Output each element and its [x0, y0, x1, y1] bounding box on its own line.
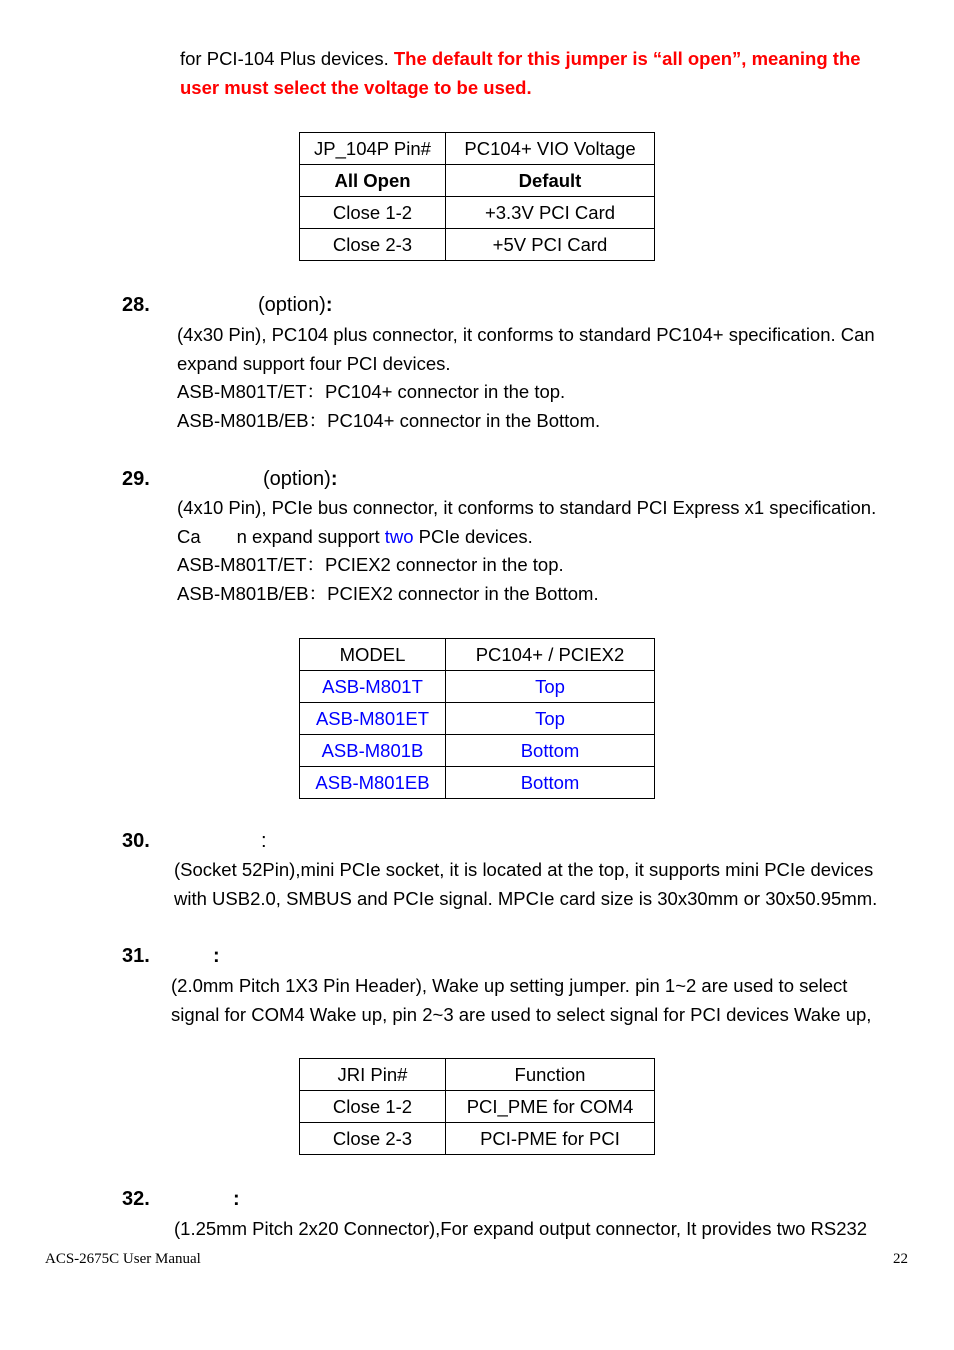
- table-header-cell: JRI Pin#: [300, 1059, 446, 1091]
- table-row: [300, 197, 655, 229]
- table-cell: Close 1-2: [300, 1091, 446, 1123]
- table-cell: Bottom: [446, 735, 655, 767]
- table-row: [300, 1123, 655, 1155]
- table-header-cell: JP_104P Pin#: [300, 133, 446, 165]
- table-cell: Close 2-3: [300, 1123, 446, 1155]
- table-row: [300, 1091, 655, 1123]
- table-header-row: [300, 1059, 655, 1091]
- model-table: [299, 638, 655, 799]
- table-cell: Bottom: [446, 767, 655, 799]
- section-title: (option): [258, 294, 326, 316]
- section-title: (option): [263, 468, 331, 490]
- table-cell: +5V PCI Card: [446, 229, 655, 261]
- section-colon: :: [213, 945, 220, 967]
- paragraph-line: ASB-M801B/EB：PCIEX2 connector in the Bottom.: [177, 582, 599, 604]
- vio-voltage-table: [299, 132, 655, 261]
- paragraph-line: signal for COM4 Wake up, pin 2~3 are used to select signal for PCI devices Wake up,: [171, 1003, 872, 1025]
- intro-line-1: [180, 45, 861, 74]
- table-cell: PCI-PME for PCI: [446, 1123, 655, 1155]
- section-number: 28.: [122, 294, 150, 316]
- section-colon: :: [325, 294, 333, 316]
- paragraph-line: (4x30 Pin), PC104 plus connector, it conforms to standard PC104+ specification. Can: [177, 324, 875, 345]
- paragraph-line: (2.0mm Pitch 1X3 Pin Header), Wake up setting jumper. pin 1~2 are used to select: [171, 975, 848, 996]
- paragraph-line: [177, 523, 876, 552]
- table-header-cell: PC104+ / PCIEX2: [446, 639, 655, 671]
- paragraph-line: ASB-M801T/ET：PC104+ connector in the top.: [177, 381, 566, 402]
- section-heading: [263, 468, 337, 491]
- section-29-body: [177, 494, 876, 608]
- table-cell: Top: [446, 671, 655, 703]
- paragraph-line: ASB-M801B/EB：PC104+ connector in the Bottom.: [177, 409, 601, 431]
- paragraph-line: (1.25mm Pitch 2x20 Connector),For expand output connector, It provides two RS232: [174, 1218, 868, 1239]
- table-cell: ASB-M801B: [300, 735, 446, 767]
- section-28-body: [177, 321, 875, 435]
- section-32-body: [174, 1215, 867, 1244]
- paragraph-line: expand support four PCI devices.: [177, 352, 451, 374]
- section-number: 30.: [122, 830, 150, 852]
- table-header-cell: Function: [446, 1059, 655, 1091]
- table-cell: PCI_PME for COM4: [446, 1091, 655, 1123]
- paragraph-text: Ca n expand support: [177, 525, 385, 547]
- highlight-text: two: [384, 525, 414, 547]
- section-colon: :: [330, 468, 338, 490]
- table-cell: Close 1-2: [300, 197, 446, 229]
- paragraph-line: (4x10 Pin), PCIe bus connector, it conforms to standard PCI Express x1 specification.: [177, 497, 877, 518]
- table-row: [300, 229, 655, 261]
- intro-warning-line-2: user must select the voltage to be used.: [180, 77, 532, 98]
- footer-page-number: 22: [893, 1251, 908, 1267]
- table-cell: Default: [446, 165, 655, 197]
- table-row: [300, 671, 655, 703]
- table-cell: ASB-M801EB: [300, 767, 446, 799]
- section-31-body: [171, 972, 871, 1029]
- table-cell: Top: [446, 703, 655, 735]
- intro-normal-text: for PCI-104 Plus devices.: [180, 48, 394, 69]
- table-header-row: [300, 639, 655, 671]
- table-cell: All Open: [300, 165, 446, 197]
- table-cell: ASB-M801ET: [300, 703, 446, 735]
- paragraph-text: PCIe devices.: [413, 525, 533, 547]
- section-colon: :: [233, 1188, 240, 1210]
- paragraph-line: with USB2.0, SMBUS and PCIe signal. MPCIe card size is 30x30mm or 30x50.95mm.: [174, 887, 878, 909]
- section-number: 31.: [122, 945, 150, 967]
- default-warning-text: The default for this jumper is “all open”, meaning the: [393, 48, 861, 69]
- paragraph-line: (Socket 52Pin),mini PCIe socket, it is located at the top, it supports mini PCIe devices: [174, 859, 874, 880]
- section-heading: [258, 294, 332, 317]
- table-row: [300, 767, 655, 799]
- table-row: [300, 735, 655, 767]
- table-row: [300, 703, 655, 735]
- table-cell: Close 2-3: [300, 229, 446, 261]
- table-header-row: [300, 133, 655, 165]
- table-header-cell: PC104+ VIO Voltage: [446, 133, 655, 165]
- table-header-cell: MODEL: [300, 639, 446, 671]
- footer-manual-title: ACS-2675C User Manual: [45, 1251, 201, 1267]
- table-cell: +3.3V PCI Card: [446, 197, 655, 229]
- paragraph-line: ASB-M801T/ET：PCIEX2 connector in the top.: [177, 554, 564, 575]
- jri-function-table: [299, 1058, 655, 1155]
- table-row: [300, 165, 655, 197]
- section-colon: :: [261, 830, 267, 852]
- section-number: 32.: [122, 1188, 150, 1210]
- section-30-body: [174, 856, 877, 913]
- section-number: 29.: [122, 468, 150, 490]
- table-cell: ASB-M801T: [300, 671, 446, 703]
